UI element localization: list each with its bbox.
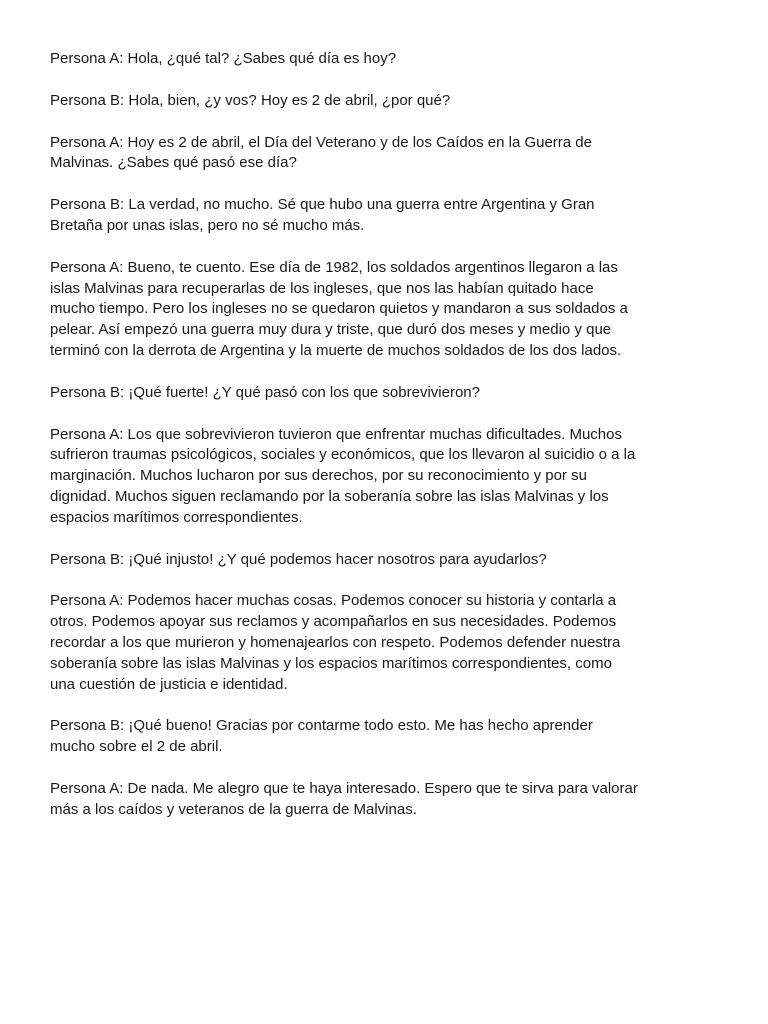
- dialogue-paragraph: Persona A: Podemos hacer muchas cosas. Podemos conocer su historia y contarla a otros. Podemos apoyar sus reclamos y acompañarlos en sus necesidades. Podemos recordar a los que murieron y homenajearlos con respeto. Podemos defender nuestra soberanía sobre las islas Malvinas y los espacios marítimos correspondientes, como una cuestión de justicia e identidad.: [50, 592, 621, 693]
- dialogue-paragraph: Persona A: De nada. Me alegro que te haya interesado. Espero que te sirva para valorar más a los caídos y veteranos de la guerra de Malvinas.: [50, 779, 638, 818]
- dialogue-paragraph: Persona A: Hola, ¿qué tal? ¿Sabes qué día es hoy?: [50, 50, 397, 67]
- document-page: [50, 49, 710, 842]
- dialogue-paragraph: Persona B: ¡Qué bueno! Gracias por contarme todo esto. Me has hecho aprender mucho sobre el 2 de abril.: [50, 717, 593, 756]
- dialogue-paragraph: Persona A: Hoy es 2 de abril, el Día del Veterano y de los Caídos en la Guerra de Malvinas. ¿Sabes qué pasó ese día?: [50, 133, 592, 172]
- dialogue-paragraph: Persona A: Los que sobrevivieron tuvieron que enfrentar muchas dificultades. Muchos sufrieron traumas psicológicos, sociales y económicos, que los llevaron al suicidio o a la marginación. Muchos lucharon por sus derechos, por su reconocimiento y por su dignidad. Muchos siguen reclamando por la soberanía sobre las islas Malvinas y los espacios marítimos correspondientes.: [50, 425, 636, 526]
- dialogue-paragraph: Persona B: ¡Qué injusto! ¿Y qué podemos hacer nosotros para ayudarlos?: [50, 550, 547, 568]
- dialogue-paragraph: Persona B: Hola, bien, ¿y vos? Hoy es 2 de abril, ¿por qué?: [50, 91, 451, 109]
- dialogue-paragraph: Persona B: ¡Qué fuerte! ¿Y qué pasó con los que sobrevivieron?: [50, 383, 480, 401]
- dialogue-paragraph: Persona A: Bueno, te cuento. Ese día de 1982, los soldados argentinos llegaron a las islas Malvinas para recuperarlas de los ingleses, que nos las habían quitado hace mucho tiempo. Pero los ingleses no se quedaron quietos y mandaron a sus soldados a pelear. Así empezó una guerra muy dura y triste, que duró dos meses y medio y que terminó con la derrota de Argentina y la muerte de muchos soldados de los dos lados.: [50, 258, 628, 359]
- dialogue-paragraph: Persona B: La verdad, no mucho. Sé que hubo una guerra entre Argentina y Gran Bretaña por unas islas, pero no sé mucho más.: [50, 196, 595, 234]
